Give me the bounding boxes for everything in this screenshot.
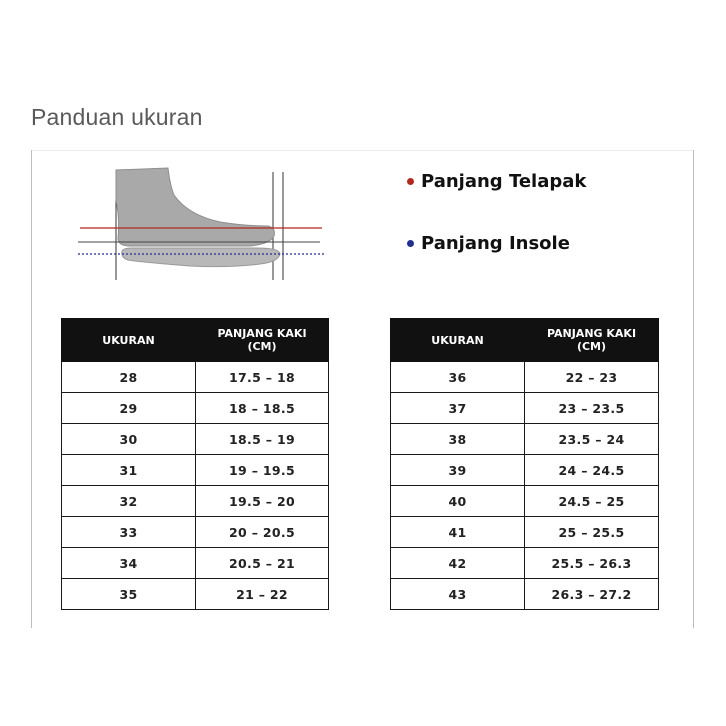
header-size: UKURAN [391,319,525,362]
size-cell: 35 [62,579,196,610]
size-cell: 32 [62,486,196,517]
table-row [62,393,329,424]
length-cell: 23 – 23.5 [525,393,659,424]
table-row [391,362,659,393]
length-cell: 24.5 – 25 [525,486,659,517]
header-foot-length [196,319,329,362]
table-row [62,486,329,517]
table-row [391,517,659,548]
card-top-border [31,150,694,151]
size-cell: 39 [391,455,525,486]
table-row [391,548,659,579]
table-row [62,548,329,579]
size-cell: 40 [391,486,525,517]
size-cell: 30 [62,424,196,455]
foot-shape [116,168,274,246]
size-cell: 29 [62,393,196,424]
table-row [391,424,659,455]
length-cell: 19.5 – 20 [196,486,329,517]
size-cell: 43 [391,579,525,610]
legend-foot-length [407,171,586,192]
table-row [391,455,659,486]
size-cell: 36 [391,362,525,393]
table-row [62,579,329,610]
legend-label: Panjang Telapak [421,171,587,192]
size-table-left [61,318,329,610]
length-cell: 19 – 19.5 [196,455,329,486]
table-row [62,517,329,548]
insole-shape [122,248,280,267]
length-cell: 22 – 23 [525,362,659,393]
size-cell: 37 [391,393,525,424]
table-row [391,393,659,424]
size-cell: 33 [62,517,196,548]
header-unit-label: (CM) [576,340,607,353]
size-cell: 31 [62,455,196,486]
table-row [62,362,329,393]
header-foot-length-label: PANJANG KAKI [217,327,307,340]
length-cell: 20 – 20.5 [196,517,329,548]
legend-dot-blue [407,240,414,247]
length-cell: 20.5 – 21 [196,548,329,579]
size-cell: 34 [62,548,196,579]
legend-label: Panjang Insole [421,233,570,254]
table-row [391,579,659,610]
length-cell: 23.5 – 24 [525,424,659,455]
size-cell: 38 [391,424,525,455]
length-cell: 26.3 – 27.2 [525,579,659,610]
length-cell: 25 – 25.5 [525,517,659,548]
foot-measurement-diagram [70,160,330,285]
size-cell: 28 [62,362,196,393]
header-size: UKURAN [62,319,196,362]
length-cell: 18.5 – 19 [196,424,329,455]
length-cell: 21 – 22 [196,579,329,610]
page-title: Panduan ukuran [31,104,203,130]
table-row [62,424,329,455]
legend-insole-length [407,233,570,254]
size-cell: 42 [391,548,525,579]
table-row [62,455,329,486]
header-unit-label: (CM) [247,340,277,353]
length-cell: 25.5 – 26.3 [525,548,659,579]
size-table-right [390,318,659,610]
card-right-border [693,150,694,628]
table-row [391,486,659,517]
table-header-row [391,319,659,362]
header-foot-length-label: PANJANG KAKI [546,327,637,340]
table-header-row [62,319,329,362]
card-left-border [31,150,32,628]
legend-dot-red [407,178,414,185]
header-foot-length [525,319,659,362]
length-cell: 18 – 18.5 [196,393,329,424]
size-cell: 41 [391,517,525,548]
length-cell: 24 – 24.5 [525,455,659,486]
length-cell: 17.5 – 18 [196,362,329,393]
